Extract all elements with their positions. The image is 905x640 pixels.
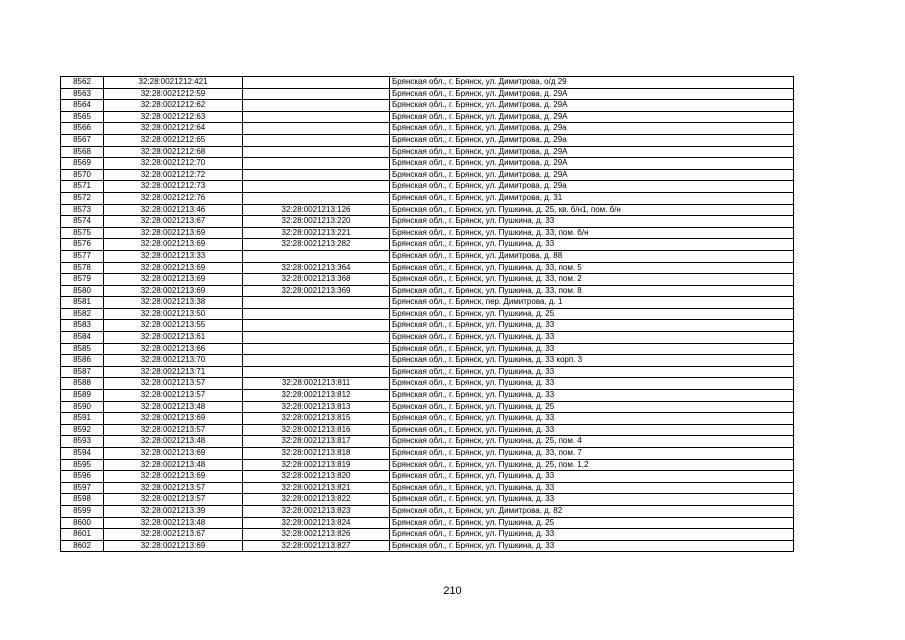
address-cell: Брянская обл., г. Брянск, ул. Пушкина, д. 33 [390, 390, 794, 402]
address-cell: Брянская обл., г. Брянск, ул. Пушкина, д. 25 [390, 401, 794, 413]
table-row [61, 77, 794, 89]
address-cell: Брянская обл., г. Брянск, ул. Пушкина, д. 33 [390, 529, 794, 541]
row-number-cell: 8594 [61, 448, 104, 460]
address-cell: Брянская обл., г. Брянск, ул. Пушкина, д. 33 [390, 320, 794, 332]
table-row [61, 529, 794, 541]
parent-cadastral-number-cell: 32:28:0021213:69 [104, 239, 243, 251]
row-number-cell: 8590 [61, 401, 104, 413]
cadastral-number-cell: 32:28:0021213:819 [243, 459, 390, 471]
cadastral-number-cell [243, 297, 390, 309]
cadastral-number-cell: 32:28:0021213:821 [243, 482, 390, 494]
table-row [61, 459, 794, 471]
row-number-cell: 8564 [61, 100, 104, 112]
cadastral-number-cell [243, 355, 390, 367]
cadastral-number-cell: 32:28:0021213:827 [243, 540, 390, 552]
parent-cadastral-number-cell: 32:28:0021213:48 [104, 401, 243, 413]
parent-cadastral-number-cell: 32:28:0021213:50 [104, 308, 243, 320]
parent-cadastral-number-cell: 32:28:0021213:69 [104, 262, 243, 274]
table-row [61, 343, 794, 355]
address-cell: Брянская обл., г. Брянск, ул. Димитрова, д. 29А [390, 88, 794, 100]
row-number-cell: 8566 [61, 123, 104, 135]
cadastral-number-cell: 32:28:0021213:817 [243, 436, 390, 448]
row-number-cell: 8575 [61, 227, 104, 239]
table-row [61, 378, 794, 390]
table-row [61, 158, 794, 170]
row-number-cell: 8586 [61, 355, 104, 367]
cadastral-number-cell: 32:28:0021213:818 [243, 448, 390, 460]
parent-cadastral-number-cell: 32:28:0021213:69 [104, 540, 243, 552]
address-cell: Брянская обл., г. Брянск, ул. Пушкина, д. 33 [390, 343, 794, 355]
parent-cadastral-number-cell: 32:28:0021213:70 [104, 355, 243, 367]
row-number-cell: 8593 [61, 436, 104, 448]
table-row [61, 424, 794, 436]
row-number-cell: 8565 [61, 111, 104, 123]
row-number-cell: 8596 [61, 471, 104, 483]
parent-cadastral-number-cell: 32:28:0021213:57 [104, 494, 243, 506]
address-cell: Брянская обл., г. Брянск, ул. Димитрова, д. 29а [390, 181, 794, 193]
row-number-cell: 8592 [61, 424, 104, 436]
row-number-cell: 8600 [61, 517, 104, 529]
cadastral-number-cell [243, 77, 390, 89]
parent-cadastral-number-cell: 32:28:0021212:62 [104, 100, 243, 112]
row-number-cell: 8583 [61, 320, 104, 332]
table-row [61, 123, 794, 135]
table-row [61, 274, 794, 286]
parent-cadastral-number-cell: 32:28:0021213:46 [104, 204, 243, 216]
cadastral-number-cell: 32:28:0021213:822 [243, 494, 390, 506]
parent-cadastral-number-cell: 32:28:0021212:65 [104, 134, 243, 146]
page-number: 210 [443, 585, 462, 597]
table-row [61, 285, 794, 297]
row-number-cell: 8579 [61, 274, 104, 286]
row-number-cell: 8602 [61, 540, 104, 552]
table-row [61, 436, 794, 448]
table-row [61, 134, 794, 146]
row-number-cell: 8577 [61, 250, 104, 262]
row-number-cell: 8584 [61, 332, 104, 344]
address-cell: Брянская обл., г. Брянск, ул. Пушкина, д. 25, пом. 4 [390, 436, 794, 448]
table-row [61, 146, 794, 158]
parent-cadastral-number-cell: 32:28:0021213:61 [104, 332, 243, 344]
address-cell: Брянская обл., г. Брянск, ул. Димитрова, д. 29А [390, 146, 794, 158]
row-number-cell: 8581 [61, 297, 104, 309]
address-cell: Брянская обл., г. Брянск, ул. Пушкина, д. 33, пом. 7 [390, 448, 794, 460]
cadastral-number-cell: 32:28:0021213:364 [243, 262, 390, 274]
parent-cadastral-number-cell: 32:28:0021213:67 [104, 216, 243, 228]
table-row [61, 169, 794, 181]
cadastral-number-cell [243, 146, 390, 158]
address-cell: Брянская обл., г. Брянск, ул. Димитрова, д. 29а [390, 123, 794, 135]
parent-cadastral-number-cell: 32:28:0021212:68 [104, 146, 243, 158]
cadastral-number-cell [243, 332, 390, 344]
cadastral-number-cell: 32:28:0021213:369 [243, 285, 390, 297]
address-cell: Брянская обл., г. Брянск, ул. Пушкина, д. 33 [390, 494, 794, 506]
address-cell: Брянская обл., г. Брянск, ул. Димитрова, д. 29А [390, 100, 794, 112]
table-row [61, 192, 794, 204]
address-cell: Брянская обл., г. Брянск, ул. Пушкина, д. 25 [390, 517, 794, 529]
row-number-cell: 8570 [61, 169, 104, 181]
table-row [61, 204, 794, 216]
cadastral-number-cell: 32:28:0021213:815 [243, 413, 390, 425]
cadastral-number-cell: 32:28:0021213:220 [243, 216, 390, 228]
parent-cadastral-number-cell: 32:28:0021213:57 [104, 390, 243, 402]
table-row [61, 227, 794, 239]
parent-cadastral-number-cell: 32:28:0021213:39 [104, 505, 243, 517]
address-cell: Брянская обл., г. Брянск, ул. Димитрова, д. 29А [390, 169, 794, 181]
cadastral-number-cell: 32:28:0021213:820 [243, 471, 390, 483]
cadastral-number-cell [243, 250, 390, 262]
table-body [61, 77, 794, 552]
parent-cadastral-number-cell: 32:28:0021213:57 [104, 482, 243, 494]
row-number-cell: 8595 [61, 459, 104, 471]
parent-cadastral-number-cell: 32:28:0021213:33 [104, 250, 243, 262]
cadastral-number-cell: 32:28:0021213:221 [243, 227, 390, 239]
row-number-cell: 8597 [61, 482, 104, 494]
cadastral-number-cell [243, 88, 390, 100]
address-cell: Брянская обл., г. Брянск, ул. Пушкина, д. 33 [390, 239, 794, 251]
table-row [61, 401, 794, 413]
address-cell: Брянская обл., г. Брянск, ул. Димитрова, д. 29А [390, 158, 794, 170]
address-cell: Брянская обл., г. Брянск, ул. Пушкина, д. 33 [390, 378, 794, 390]
address-cell: Брянская обл., г. Брянск, ул. Пушкина, д. 33 [390, 216, 794, 228]
table-row [61, 482, 794, 494]
row-number-cell: 8569 [61, 158, 104, 170]
cadastral-number-cell [243, 192, 390, 204]
cadastral-number-cell [243, 111, 390, 123]
row-number-cell: 8573 [61, 204, 104, 216]
parent-cadastral-number-cell: 32:28:0021212:59 [104, 88, 243, 100]
table-row [61, 540, 794, 552]
cadastral-number-cell: 32:28:0021213:823 [243, 505, 390, 517]
cadastral-number-cell [243, 366, 390, 378]
cadastral-number-cell [243, 123, 390, 135]
row-number-cell: 8572 [61, 192, 104, 204]
parent-cadastral-number-cell: 32:28:0021213:48 [104, 459, 243, 471]
parent-cadastral-number-cell: 32:28:0021212:72 [104, 169, 243, 181]
row-number-cell: 8589 [61, 390, 104, 402]
parent-cadastral-number-cell: 32:28:0021213:71 [104, 366, 243, 378]
cadastral-number-cell [243, 100, 390, 112]
row-number-cell: 8588 [61, 378, 104, 390]
cadastral-number-cell [243, 181, 390, 193]
cadastral-number-cell: 32:28:0021213:826 [243, 529, 390, 541]
row-number-cell: 8598 [61, 494, 104, 506]
row-number-cell: 8585 [61, 343, 104, 355]
address-cell: Брянская обл., г. Брянск, ул. Пушкина, д. 33 [390, 540, 794, 552]
cadastral-number-cell [243, 134, 390, 146]
table-row [61, 262, 794, 274]
parent-cadastral-number-cell: 32:28:0021212:76 [104, 192, 243, 204]
address-cell: Брянская обл., г. Брянск, ул. Пушкина, д. 33, пом. б/н [390, 227, 794, 239]
cadastral-number-cell: 32:28:0021213:812 [243, 390, 390, 402]
address-cell: Брянская обл., г. Брянск, ул. Пушкина, д. 33 [390, 366, 794, 378]
table-row [61, 250, 794, 262]
row-number-cell: 8571 [61, 181, 104, 193]
row-number-cell: 8591 [61, 413, 104, 425]
parent-cadastral-number-cell: 32:28:0021213:48 [104, 517, 243, 529]
address-cell: Брянская обл., г. Брянск, ул. Пушкина, д. 33 корп. 3 [390, 355, 794, 367]
table-row [61, 100, 794, 112]
parent-cadastral-number-cell: 32:28:0021213:48 [104, 436, 243, 448]
row-number-cell: 8576 [61, 239, 104, 251]
table-row [61, 181, 794, 193]
parent-cadastral-number-cell: 32:28:0021213:69 [104, 274, 243, 286]
address-cell: Брянская обл., г. Брянск, ул. Димитрова, д. 29А [390, 111, 794, 123]
cadastral-number-cell: 32:28:0021213:811 [243, 378, 390, 390]
parent-cadastral-number-cell: 32:28:0021212:64 [104, 123, 243, 135]
address-cell: Брянская обл., г. Брянск, ул. Пушкина, д. 33, пом. 8 [390, 285, 794, 297]
cadastral-number-cell: 32:28:0021213:282 [243, 239, 390, 251]
table-row [61, 308, 794, 320]
cadastral-table [60, 76, 794, 552]
table-row [61, 320, 794, 332]
cadastral-number-cell: 32:28:0021213:824 [243, 517, 390, 529]
row-number-cell: 8562 [61, 77, 104, 89]
cadastral-number-cell [243, 320, 390, 332]
cadastral-number-cell [243, 308, 390, 320]
table-row [61, 517, 794, 529]
parent-cadastral-number-cell: 32:28:0021212:70 [104, 158, 243, 170]
address-cell: Брянская обл., г. Брянск, ул. Пушкина, д. 25, кв. б/н1, пом. б/н [390, 204, 794, 216]
address-cell: Брянская обл., г. Брянск, ул. Димитрова, д. 82 [390, 505, 794, 517]
row-number-cell: 8582 [61, 308, 104, 320]
address-cell: Брянская обл., г. Брянск, ул. Пушкина, д. 33, пом. 5 [390, 262, 794, 274]
address-cell: Брянская обл., г. Брянск, ул. Димитрова, о/д 29 [390, 77, 794, 89]
table-row [61, 355, 794, 367]
address-cell: Брянская обл., г. Брянск, ул. Пушкина, д. 33 [390, 424, 794, 436]
table-row [61, 332, 794, 344]
address-cell: Брянская обл., г. Брянск, ул. Димитрова, д. 88 [390, 250, 794, 262]
cadastral-number-cell [243, 169, 390, 181]
address-cell: Брянская обл., г. Брянск, ул. Пушкина, д. 33 [390, 471, 794, 483]
parent-cadastral-number-cell: 32:28:0021213:69 [104, 413, 243, 425]
row-number-cell: 8587 [61, 366, 104, 378]
parent-cadastral-number-cell: 32:28:0021212:63 [104, 111, 243, 123]
table-row [61, 505, 794, 517]
row-number-cell: 8601 [61, 529, 104, 541]
row-number-cell: 8574 [61, 216, 104, 228]
row-number-cell: 8563 [61, 88, 104, 100]
row-number-cell: 8580 [61, 285, 104, 297]
parent-cadastral-number-cell: 32:28:0021213:69 [104, 285, 243, 297]
address-cell: Брянская обл., г. Брянск, ул. Пушкина, д. 33 [390, 482, 794, 494]
address-cell: Брянская обл., г. Брянск, ул. Пушкина, д. 25, пом. 1,2 [390, 459, 794, 471]
cadastral-number-cell: 32:28:0021213:368 [243, 274, 390, 286]
address-cell: Брянская обл., г. Брянск, ул. Пушкина, д. 33, пом. 2 [390, 274, 794, 286]
table-row [61, 297, 794, 309]
cadastral-number-cell [243, 343, 390, 355]
parent-cadastral-number-cell: 32:28:0021212:73 [104, 181, 243, 193]
parent-cadastral-number-cell: 32:28:0021212:421 [104, 77, 243, 89]
row-number-cell: 8568 [61, 146, 104, 158]
row-number-cell: 8599 [61, 505, 104, 517]
address-cell: Брянская обл., г. Брянск, ул. Пушкина, д. 33 [390, 413, 794, 425]
table-row [61, 413, 794, 425]
table-row [61, 111, 794, 123]
parent-cadastral-number-cell: 32:28:0021213:69 [104, 227, 243, 239]
cadastral-number-cell: 32:28:0021213:813 [243, 401, 390, 413]
parent-cadastral-number-cell: 32:28:0021213:57 [104, 424, 243, 436]
table-row [61, 239, 794, 251]
table-row [61, 448, 794, 460]
address-cell: Брянская обл., г. Брянск, ул. Димитрова, д. 29а [390, 134, 794, 146]
row-number-cell: 8578 [61, 262, 104, 274]
parent-cadastral-number-cell: 32:28:0021213:69 [104, 448, 243, 460]
address-cell: Брянская обл., г. Брянск, пер. Димитрова, д. 1 [390, 297, 794, 309]
parent-cadastral-number-cell: 32:28:0021213:55 [104, 320, 243, 332]
table-row [61, 390, 794, 402]
cadastral-number-cell: 32:28:0021213:816 [243, 424, 390, 436]
parent-cadastral-number-cell: 32:28:0021213:66 [104, 343, 243, 355]
table-row [61, 471, 794, 483]
row-number-cell: 8567 [61, 134, 104, 146]
table-row [61, 494, 794, 506]
parent-cadastral-number-cell: 32:28:0021213:69 [104, 471, 243, 483]
address-cell: Брянская обл., г. Брянск, ул. Димитрова, д. 31 [390, 192, 794, 204]
table-row [61, 216, 794, 228]
address-cell: Брянская обл., г. Брянск, ул. Пушкина, д. 33 [390, 332, 794, 344]
table-row [61, 88, 794, 100]
cadastral-number-cell [243, 158, 390, 170]
cadastral-number-cell: 32:28:0021213:126 [243, 204, 390, 216]
parent-cadastral-number-cell: 32:28:0021213:67 [104, 529, 243, 541]
table-row [61, 366, 794, 378]
address-cell: Брянская обл., г. Брянск, ул. Пушкина, д. 25 [390, 308, 794, 320]
parent-cadastral-number-cell: 32:28:0021213:57 [104, 378, 243, 390]
parent-cadastral-number-cell: 32:28:0021213:38 [104, 297, 243, 309]
